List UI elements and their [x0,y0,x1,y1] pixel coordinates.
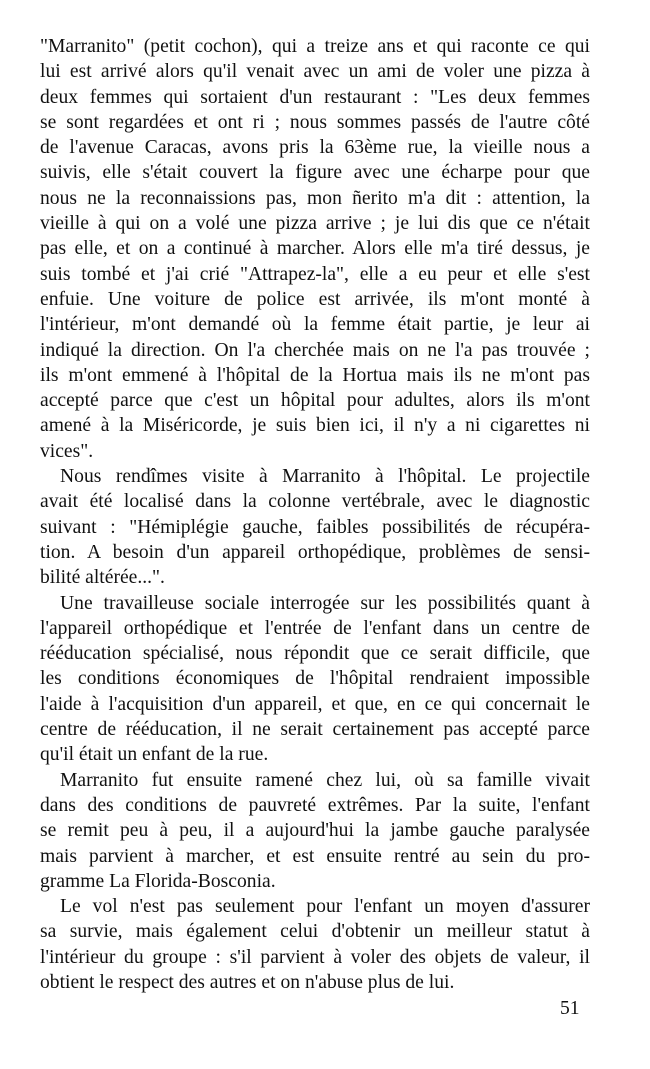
text-line: centre de rééducation, il ne serait certainement pas accepté parce [40,719,590,741]
text-line: accepté parce que c'est un hôpital pour adultes, alors ils m'ont [40,390,590,412]
text-line: Le vol n'est pas seulement pour l'enfant un moyen d'assurer [60,896,590,918]
paragraph [40,768,590,894]
text-line: "Marranito" (petit cochon), qui a treize ans et qui raconte ce qui [40,36,590,57]
page-body-text [40,34,590,995]
text-line: pas elle, et on a continué à marcher. Alors elle m'a tiré dessus, je [40,238,590,260]
text-line: tion. A besoin d'un appareil orthopédique, problèmes de sensi- [40,541,590,563]
text-line: Marranito fut ensuite ramené chez lui, où sa famille vivait [60,769,590,791]
text-line: indiqué la direction. On l'a cherchée mais on ne l'a pas trouvée ; [40,339,590,361]
text-line: de l'avenue Caracas, avons pris la 63ème rue, la vieille nous a [40,137,590,159]
text-line: dans des conditions de pauvreté extrêmes. Par la suite, l'enfant [40,794,590,816]
text-line: lui est arrivé alors qu'il venait avec un ami de voler une pizza à [40,61,590,83]
text-line: suivis, elle s'était couvert la figure avec une écharpe pour que [40,162,590,184]
text-line: enfuie. Une voiture de police est arrivée, ils m'ont monté à [40,288,590,310]
text-line: vieille à qui on a volé une pizza arrive ; je lui dis que ce n'était [40,213,590,235]
text-line: ils m'ont emmené à l'hôpital de la Hortua mais ils ne m'ont pas [40,364,590,386]
text-line: nous ne la reconnaissions pas, mon ñerito m'a dit : attention, la [40,187,590,209]
text-line: mais parvient à marcher, et est ensuite rentré au sein du pro- [40,845,590,867]
text-line: obtient le respect des autres et on n'abuse plus de lui. [40,971,455,993]
text-line: avait été localisé dans la colonne vertébrale, avec le diagnostic [40,491,590,513]
text-line: rééducation spécialisé, nous répondit que ce serait difficile, que [40,643,590,665]
paragraph [40,894,590,995]
text-line: amené à la Miséricorde, je suis bien ici, il n'y a ni cigarettes ni [40,415,590,437]
text-line: les conditions économiques de l'hôpital rendraient impossible [40,668,590,690]
text-line: sa survie, mais également celui d'obtenir un meilleur statut à [40,921,590,943]
text-line: suis tombé et j'ai crié "Attrapez-la", elle a eu peur et elle s'est [40,263,590,285]
text-line: l'intérieur du groupe : s'il parvient à voler des objets de valeur, il [40,946,590,968]
text-line: bilité altérée...". [40,567,165,589]
text-line: l'aide à l'acquisition d'un appareil, et que, en ce qui concernait le [40,693,590,715]
paragraph [40,591,590,768]
text-line: deux femmes qui sortaient d'un restaurant : "Les deux femmes [40,86,590,108]
text-line: l'appareil orthopédique et l'entrée de l'enfant dans un centre de [40,617,590,639]
text-line: Nous rendîmes visite à Marranito à l'hôpital. Le projectile [60,466,590,488]
paragraph [40,34,590,464]
text-line: se sont regardées et ont ri ; nous sommes passés de l'autre côté [40,111,590,133]
text-line: gramme La Florida-Bosconia. [40,870,276,892]
text-line: l'intérieur, m'ont demandé où la femme était partie, je leur ai [40,314,590,336]
text-line: vices". [40,440,94,462]
page-number: 51 [560,998,580,1019]
text-line: se remit peu à peu, il a aujourd'hui la jambe gauche paralysée [40,820,590,842]
text-line: Une travailleuse sociale interrogée sur les possibilités quant à [60,592,590,614]
text-line: suivant : "Hémiplégie gauche, faibles possibilités de récupéra- [40,516,590,538]
text-line: qu'il était un enfant de la rue. [40,744,269,766]
paragraph [40,464,590,590]
